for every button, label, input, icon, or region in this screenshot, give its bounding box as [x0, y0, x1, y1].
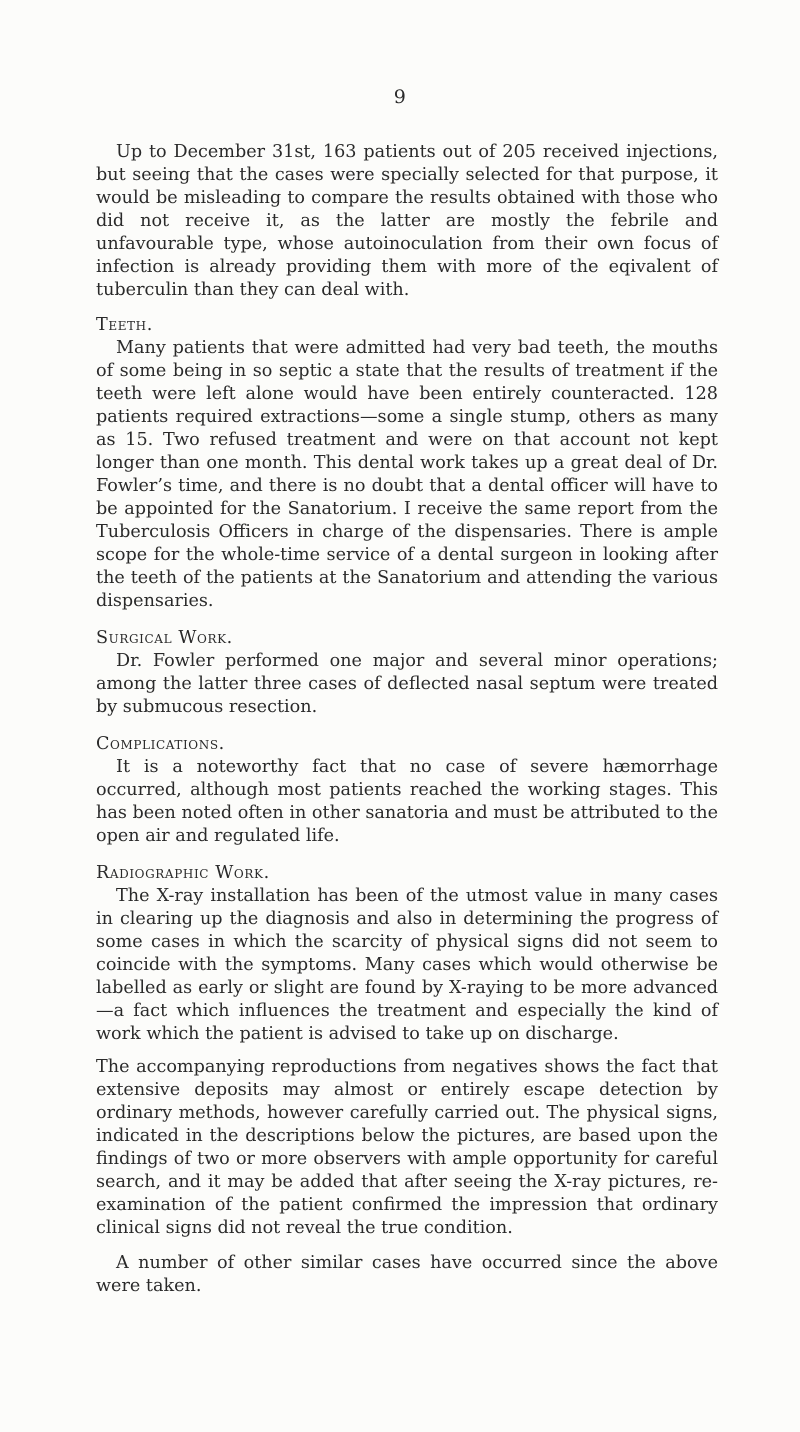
surgical-work-paragraph: Dr. Fowler performed one major and several minor operations; among the latter three cases of deflected nasal septum were treated by submucous resection. [96, 651, 718, 717]
intro-paragraph: Up to December 31st, 163 patients out of 205 received injections, but seeing that the cases were specially selected for that purpose, it would be misleading to compare the results obtained with those who did not receive it, as the latter are mostly the febrile and unfavourable type, whose autoinoculation from their own focus of infection is already providing them with more of the eqivalent of tuberculin than they can deal with. [96, 142, 718, 300]
teeth-paragraph: Many patients that were admitted had very bad teeth, the mouths of some being in so septic a state that the results of treatment if the teeth were left alone would have been entirely counteracted. 128 patients required extractions—some a single stump, others as many as 15. Two refused treatment and were on that account not kept longer than one month. This dental work takes up a great deal of Dr. Fowler’s time, and there is no doubt that a dental officer will have to be appointed for the Sanatorium. I receive the same report from the Tuberculosis Officers in charge of the dispensaries. There is ample scope for the whole-time service of a dental surgeon in looking after the teeth of the patients at the Sanatorium and attending the various dispensaries. [96, 338, 718, 611]
closing-paragraph: A number of other similar cases have occurred since the above were taken. [96, 1253, 718, 1296]
radiographic-work-paragraph: The X-ray installation has been of the utmost value in many cases in clearing up the diagnosis and also in determining the progress of some cases in which the scarcity of physical signs did not seem to coincide with the symptoms. Many cases which would otherwise be labelled as early or slight are found by X-raying to be more advanced—a fact which influences the treatment and especially the kind of work which the patient is advised to take up on discharge. [96, 886, 718, 1044]
radiographic-work-heading: Radiographic Work. [96, 863, 270, 883]
page-number: 9 [393, 86, 407, 108]
document-body [96, 141, 718, 1298]
teeth-heading: Teeth. [96, 315, 153, 335]
complications-paragraph: It is a noteworthy fact that no case of severe hæmorrhage occurred, although most patients reached the working stages. This has been noted often in other sanatoria and must be attributed to the open air and regulated life. [96, 757, 718, 846]
surgical-work-heading: Surgical Work. [96, 628, 233, 648]
complications-heading: Complications. [96, 734, 225, 754]
reproductions-paragraph: The accompanying reproductions from negatives shows the fact that extensive deposits may almost or entirely escape detection by ordinary methods, however carefully carried out. The physical signs, indicated in the descriptions below the pictures, are based upon the findings of two or more observers with ample opportunity for careful search, and it may be added that after seeing the X-ray pictures, re-examination of the patient confirmed the impression that ordinary clinical signs did not reveal the true condition. [96, 1057, 718, 1238]
